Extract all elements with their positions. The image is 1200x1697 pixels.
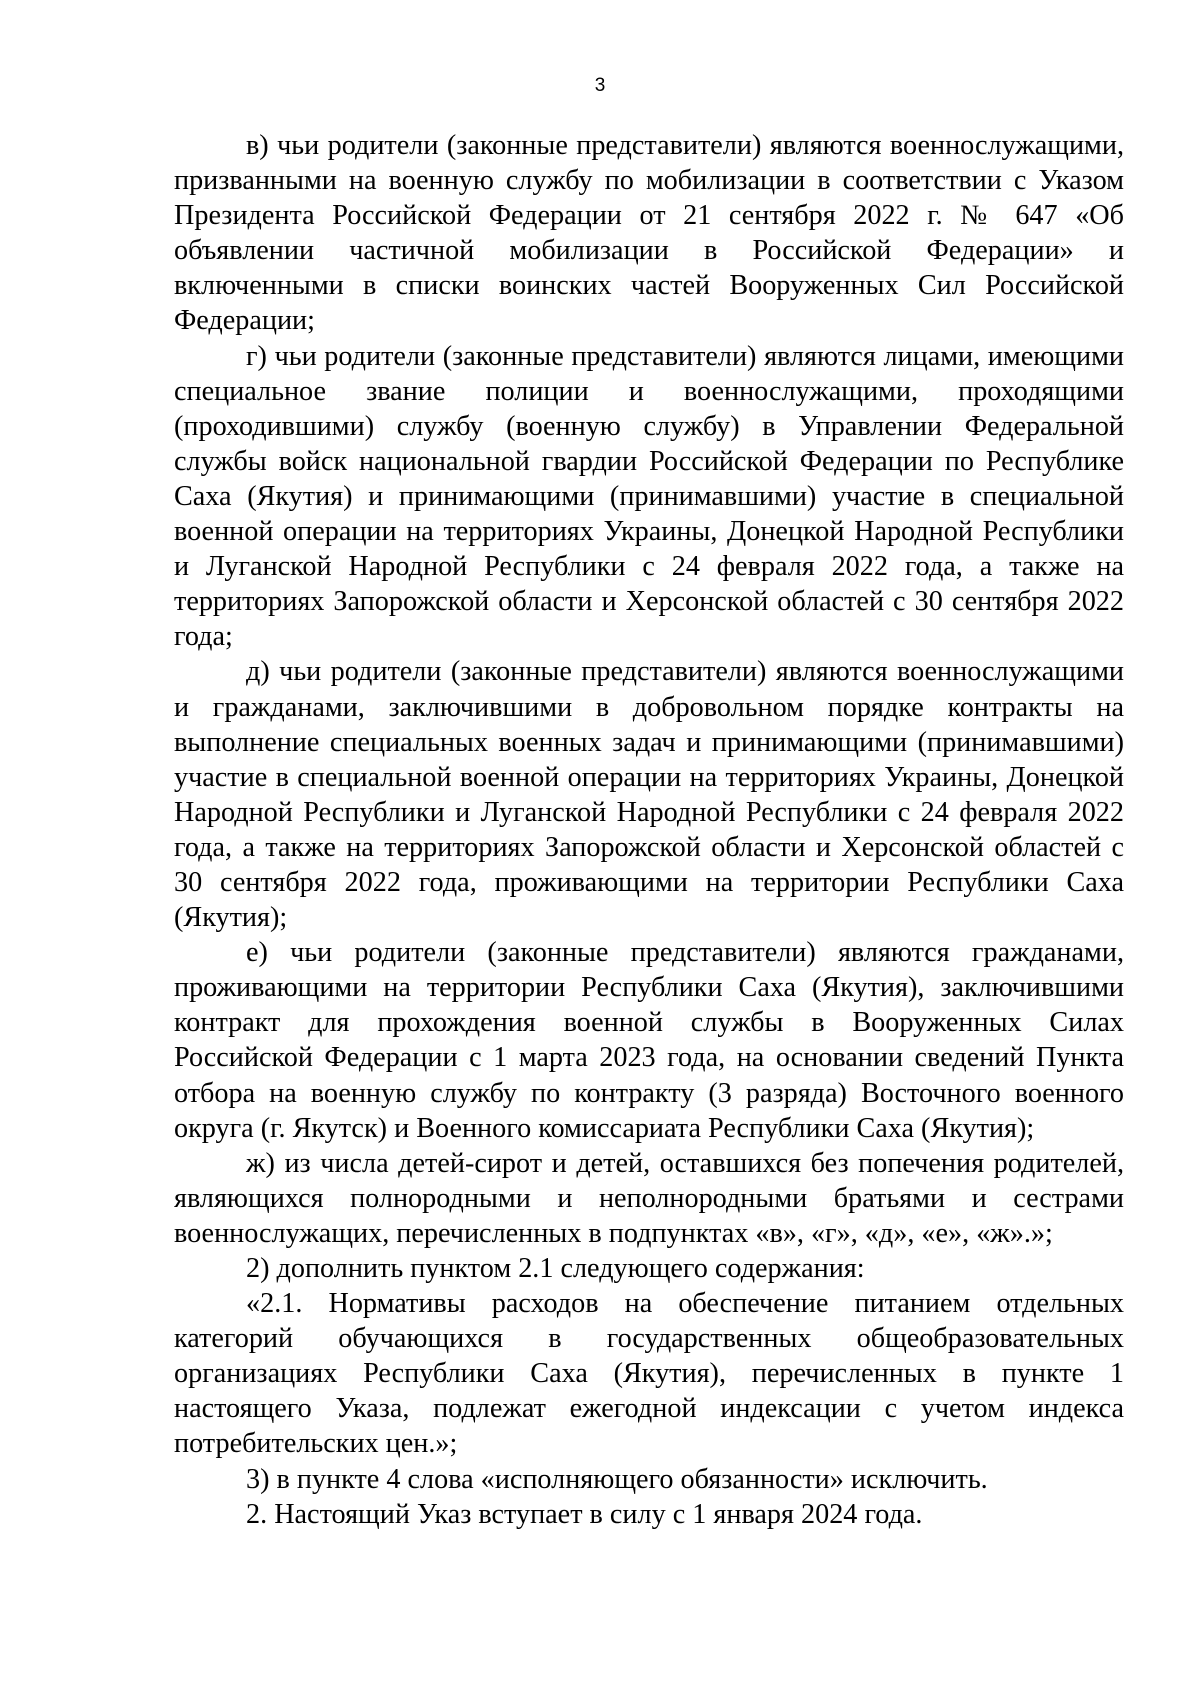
document-body [174,128,1124,1532]
paragraph-subitem-e: е) чьи родители (законные представители) являются гражданами, проживающими на территории Республики Саха (Якутия), заключившими контракт для прохождения военной службы в Вооруженных Силах Российской Федерации с 1 марта 2023 года, на основании сведений Пункта отбора на военную службу по контракту (3 разряда) Восточного военного округа (г. Якутск) и Военного комиссариата Республики Саха (Якутия); [174,937,1124,1144]
paragraph-subitem-zh: ж) из числа детей-сирот и детей, оставшихся без попечения родителей, являющихся полнородными и неполнородными братьями и сестрами военнослужащих, перечисленных в подпунктах «в», «г», «д», «е», «ж».»; [174,1147,1124,1249]
paragraph-subitem-g: г) чьи родители (законные представители) являются лицами, имеющими специальное звание полиции и военнослужащими, проходящими (проходившими) службу (военную службу) в Управлении Федеральной службы войск национальной гвардии Российской Федерации по Республике Саха (Якутия) и принимающими (принимавшими) участие в специальной военной операции на территориях Украины, Донецкой Народной Республики и Луганской Народной Республики с 24 февраля 2022 года, а также на территориях Запорожской области и Херсонской областей с 30 сентября 2022 года; [174,340,1124,653]
paragraph-subitem-d: д) чьи родители (законные представители) являются военнослужащими и гражданами, заключившими в добровольном порядке контракты на выполнение специальных военных задач и принимающими (принимавшими) участие в специальной военной операции на территориях Украины, Донецкой Народной Республики и Луганской Народной Республики с 24 февраля 2022 года, а также на территориях Запорожской области и Херсонской областей с 30 сентября 2022 года, проживающими на территории Республики Саха (Якутия); [174,656,1124,934]
paragraph-amendment-2: 2) дополнить пунктом 2.1 следующего содержания: [246,1253,865,1284]
paragraph-amendment-3: 3) в пункте 4 слова «исполняющего обязанности» исключить. [246,1463,988,1495]
paragraph-item-2-1: «2.1. Нормативы расходов на обеспечение питанием отдельных категорий обучающихся в государственных общеобразовательных организациях Республики Саха (Якутия), перечисленных в пункте 1 настоящего Указа, подлежат ежегодной индексации с учетом индекса потребительских цен.»; [174,1288,1124,1460]
paragraph-effective-date: 2. Настоящий Указ вступает в силу с 1 января 2024 года. [246,1498,923,1530]
page-number: 3 [594,75,606,96]
paragraph-subitem-v: в) чьи родители (законные представители) являются военнослужащими, призванными на военную службу по мобилизации в соответствии с Указом Президента Российской Федерации от 21 сентября 2022 г. № 647 «Об объявлении частичной мобилизации в Российской Федерации» и включенными в списки воинских частей Вооруженных Сил Российской Федерации; [174,130,1124,337]
